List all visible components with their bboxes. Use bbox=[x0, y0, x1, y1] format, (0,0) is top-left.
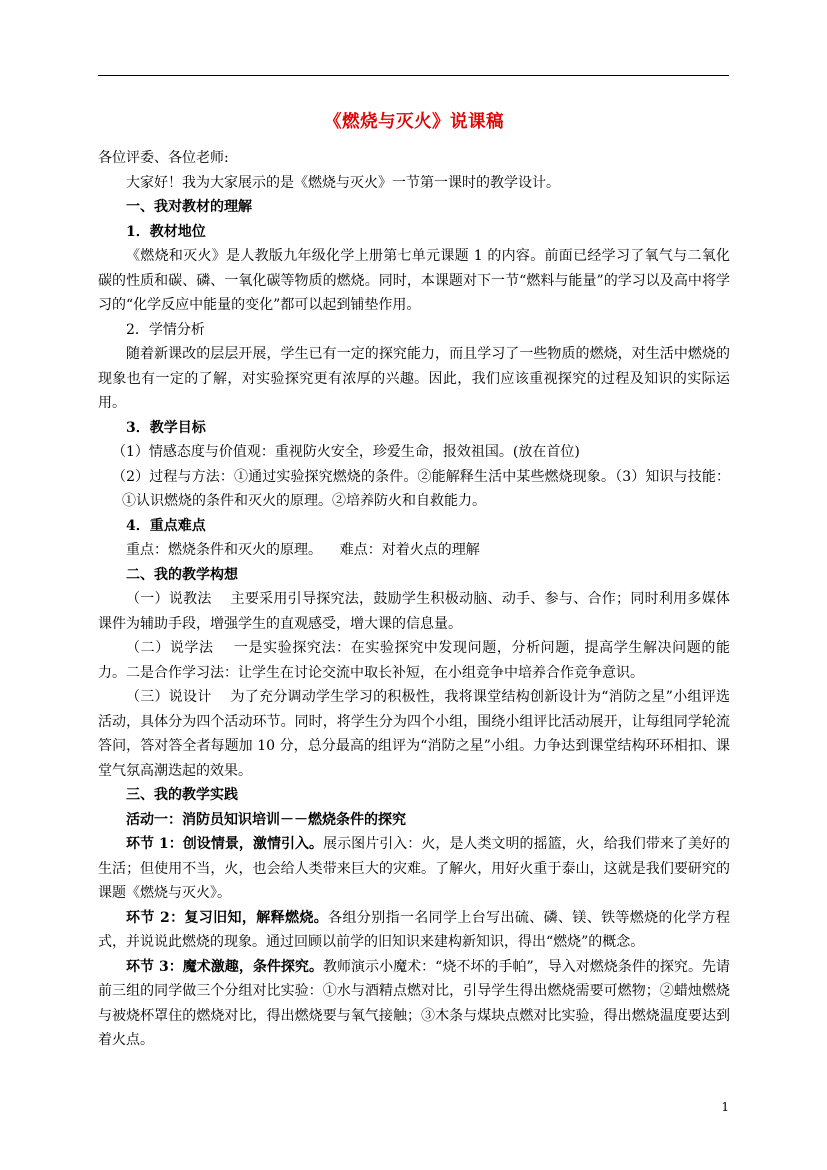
activity-1-heading: 活动一：消防员知识培训－－燃烧条件的探究 bbox=[126, 811, 406, 828]
paragraph-1-1: 《燃烧和灭火》是人教版九年级化学上册第七单元课题 1 的内容。前面已经学习了氧气与二氧化碳的性质和碳、磷、一氧化碳等物质的燃烧。同时，本课题对下一节“燃料与能量”的学习以及高中将学习的“化学反应中能量的变化”都可以起到铺垫作用。 bbox=[98, 248, 730, 313]
subheading-1-3: 3．教学目标 bbox=[126, 419, 206, 436]
section-heading-2: 二、我的教学构想 bbox=[126, 566, 238, 583]
greeting: 各位评委、各位老师: bbox=[98, 150, 229, 166]
paragraph-1-2: 随着新课改的层层开展，学生已有一定的探究能力，而且学习了一些物质的燃烧，对生活中燃烧的现象也有一定的了解，对实验探究更有浓厚的兴趣。因此，我们应该重视探究的过程及知识的实际运用。 bbox=[98, 346, 730, 411]
step-2-text: 各组分别指一名同学上台写出硫、磷、镁、铁等燃烧的化学方程式，并说说此燃烧的现象。通过回顾以前学的旧知识来建构新知识，得出“燃烧”的概念。 bbox=[98, 909, 730, 950]
subheading-1-2: 2．学情分析 bbox=[126, 321, 205, 338]
paragraph-2-1: （一）说教法 主要采用引导探究法，鼓励学生积极动脑、动手、参与、合作；同时利用多媒体课件为辅助手段，增强学生的直观感受，增大课的信息量。 bbox=[98, 591, 730, 632]
step-3-label: 环节 3：魔术激趣，条件探究。 bbox=[126, 958, 323, 975]
paragraph-2-3: （三）说设计 为了充分调动学生学习的积极性，我将课堂结构创新设计为“消防之星”小组评选活动，具体分为四个活动环节。同时，将学生分为四个小组，围绕小组评比活动展开，让每组同学轮流答问，答对答全者每题加 10 分，总分最高的组评为“消防之星”小组。力争达到课堂结构环环相扣、课堂气氛高潮迭起的效果。 bbox=[98, 689, 730, 779]
step-1 bbox=[98, 832, 730, 906]
step-1-text: 展示图片引入：火，是人类文明的摇篮，火，给我们带来了美好的生活；但使用不当，火，也会给人类带来巨大的灾难。了解火，用好火重于泰山，这就是我们要研究的课题《燃烧与灭火》。 bbox=[98, 836, 731, 901]
section-heading-3: 三、我的教学实践 bbox=[126, 787, 238, 803]
goal-1: （1）情感态度与价值观：重视防火安全，珍爱生命，报效祖国。(放在首位) bbox=[112, 444, 580, 460]
step-2 bbox=[98, 906, 730, 955]
header-rule bbox=[98, 75, 729, 76]
paragraph-2-2: （二）说学法 一是实验探究法：在实验探究中发现问题，分析问题，提高学生解决问题的能力。二是合作学习法：让学生在讨论交流中取长补短，在小组竞争中培养合作竞争意识。 bbox=[98, 640, 730, 681]
page-number: 1 bbox=[721, 1100, 729, 1114]
goal-2-3: （2）过程与方法：①通过实验探究燃烧的条件。②能解释生活中某些燃烧现象。（3）知识与技能：①认识燃烧的条件和灭火的原理。②培养防火和自救能力。 bbox=[112, 468, 730, 509]
document-body bbox=[98, 110, 730, 1053]
page-title: 《燃烧与灭火》说课稿 bbox=[324, 112, 504, 132]
step-2-label: 环节 2：复习旧知，解释燃烧。 bbox=[126, 909, 329, 926]
step-3-text: 教师演示小魔术：“烧不坏的手帕”，导入对燃烧条件的探究。先请前三组的同学做三个分组对比实验：①水与酒精点燃对比，引导学生得出燃烧需要可燃物；②蜡烛燃烧与被烧杯罩住的燃烧对比，得出燃烧要与氧气接触；③木条与煤块点燃对比实验，得出燃烧温度要达到着火点。 bbox=[98, 958, 730, 1048]
subheading-1-1: 1．教材地位 bbox=[126, 223, 206, 240]
section-heading-1: 一、我对教材的理解 bbox=[126, 199, 252, 215]
subheading-1-4: 4．重点难点 bbox=[126, 517, 206, 534]
step-1-label: 环节 1：创设情景，激情引入。 bbox=[126, 836, 324, 852]
step-3 bbox=[98, 955, 730, 1053]
paragraph-1-4: 重点：燃烧条件和灭火的原理。 难点：对着火点的理解 bbox=[126, 542, 480, 558]
intro-paragraph: 大家好！我为大家展示的是《燃烧与灭火》一节第一课时的教学设计。 bbox=[126, 174, 560, 191]
